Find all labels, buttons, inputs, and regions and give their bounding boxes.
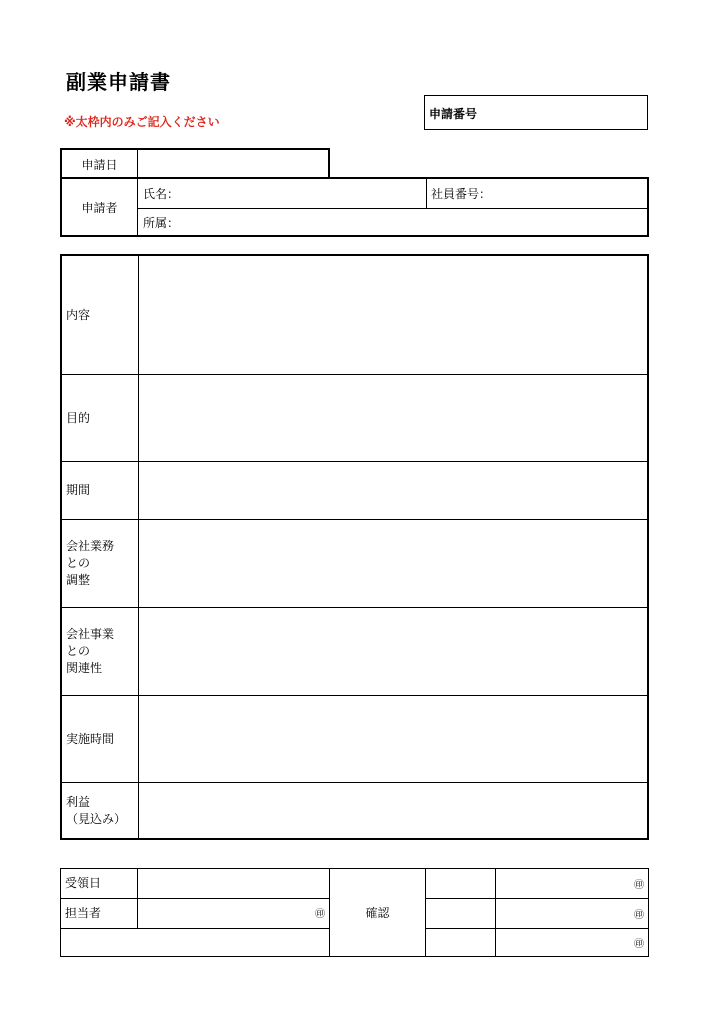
- detail-field-working-hours[interactable]: [139, 696, 647, 782]
- detail-row-label-period: 期間: [66, 483, 91, 497]
- confirm-seal-field-2[interactable]: [496, 899, 648, 928]
- employee-number-field[interactable]: [431, 185, 641, 205]
- detail-field-period[interactable]: [139, 462, 647, 519]
- person-in-charge-field[interactable]: [138, 899, 329, 928]
- confirm-name-field-1[interactable]: [426, 869, 495, 898]
- confirm-seal-field-1[interactable]: [496, 869, 648, 898]
- detail-field-content[interactable]: [139, 256, 647, 374]
- confirm-seal-field-3[interactable]: [496, 929, 648, 956]
- detail-row-label-business-relevance: 会社事業 との 関連性: [66, 627, 115, 675]
- applicant-block: [60, 177, 649, 237]
- name-label: 氏名：: [143, 187, 180, 201]
- application-number-label: 申請番号: [429, 107, 478, 121]
- received-date-field[interactable]: [138, 869, 329, 898]
- detail-row-label-purpose: 目的: [66, 410, 91, 425]
- office-note-field[interactable]: [61, 929, 329, 956]
- seal-mark-confirm-3: ㊞: [634, 939, 644, 950]
- department-label: 所属：: [143, 216, 180, 230]
- application-number-box[interactable]: [424, 95, 648, 130]
- received-date-label: 受領日: [65, 876, 102, 890]
- page-title: 副業申請書: [66, 70, 171, 94]
- person-in-charge-label: 担当者: [65, 906, 102, 920]
- seal-mark-person-in-charge: ㊞: [315, 909, 325, 920]
- detail-row-label-expected-profit: 利益 （見込み）: [66, 794, 127, 826]
- applicant-label: 申請者: [62, 179, 138, 235]
- detail-row-label-content: 内容: [66, 307, 91, 322]
- name-field[interactable]: [143, 185, 423, 205]
- instruction-note: ※太枠内のみご記入ください: [64, 115, 220, 129]
- office-use-table: [60, 868, 649, 957]
- detail-field-expected-profit[interactable]: [139, 783, 647, 838]
- detail-row-label-working-hours: 実施時間: [66, 731, 115, 746]
- detail-field-business-relevance[interactable]: [139, 608, 647, 695]
- application-date-field[interactable]: [138, 150, 328, 179]
- seal-mark-confirm-1: ㊞: [634, 880, 644, 891]
- application-date-label: 申請日: [62, 150, 138, 179]
- department-field[interactable]: [143, 214, 643, 232]
- application-date-row: [60, 148, 330, 179]
- employee-number-label: 社員番号：: [431, 187, 492, 201]
- detail-row-label-work-coordination: 会社業務 との 調整: [66, 539, 115, 587]
- seal-mark-confirm-2: ㊞: [634, 910, 644, 921]
- confirm-name-field-2[interactable]: [426, 899, 495, 928]
- detail-field-purpose[interactable]: [139, 375, 647, 461]
- confirm-name-field-3[interactable]: [426, 929, 495, 956]
- detail-field-work-coordination[interactable]: [139, 520, 647, 607]
- confirm-label: 確認: [365, 906, 390, 920]
- detail-table: [60, 254, 649, 840]
